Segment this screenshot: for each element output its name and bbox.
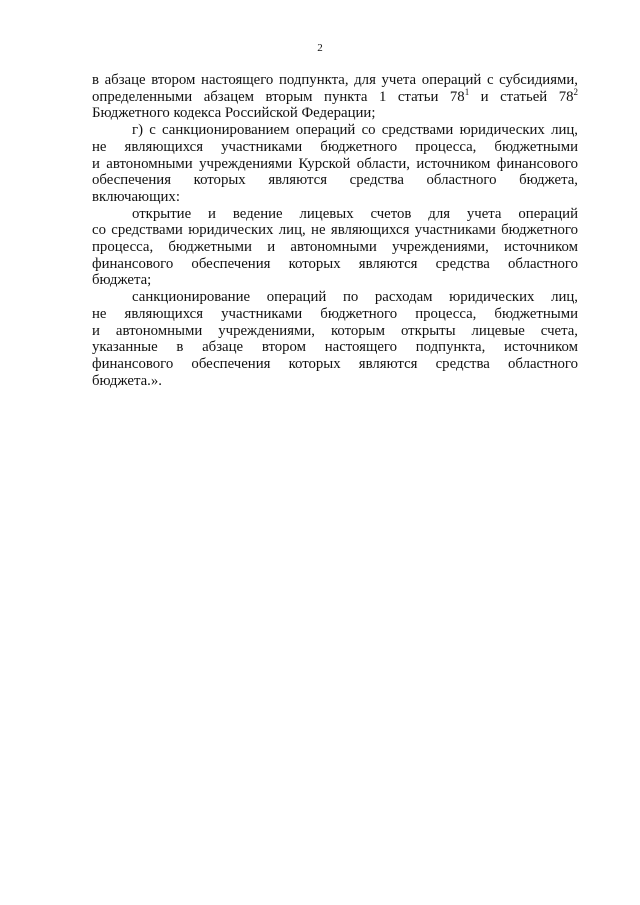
text-line: не являющихся участниками бюджетного процесса, бюджетными [92, 138, 578, 155]
text-line: в абзаце втором настоящего подпункта, для учета операций с субсидиями, [92, 72, 578, 88]
text-line: указанные в абзаце втором настоящего подпункта, источником [92, 339, 578, 356]
superscript: 2 [573, 86, 578, 97]
text-line: процесса, бюджетными и автономными учреждениями, источником [92, 239, 578, 256]
text-line-with-superscripts [92, 86, 578, 106]
text-line: и автономными учреждениями, которым открыты лицевые счета, [92, 322, 578, 339]
text-line: Бюджетного кодекса Российской Федерации; [92, 105, 376, 122]
superscript: 1 [464, 86, 470, 97]
text-line: санкционирование операций по расходам юридических лиц, [132, 289, 578, 306]
text-line: обеспечения которых являются средства областного бюджета, [92, 172, 578, 189]
line-segment: и статьей 78 [469, 88, 574, 105]
text-line: финансового обеспечения которых являются средства областного [92, 355, 578, 372]
document-body [92, 72, 578, 389]
text-line: г) с санкционированием операций со средствами юридических лиц, [132, 122, 578, 139]
text-line: со средствами юридических лиц, не являющихся участниками бюджетного [92, 222, 578, 239]
paragraph-continuation [92, 72, 578, 122]
text-line: не являющихся участниками бюджетного процесса, бюджетными [92, 305, 578, 322]
text-line: бюджета; [92, 272, 152, 289]
text-line: финансового обеспечения которых являются средства областного [92, 255, 578, 272]
paragraph-item-g [92, 122, 578, 206]
paragraph-authorization [92, 289, 578, 389]
text-line: и автономными учреждениями Курской области, источником финансового [92, 155, 578, 172]
text-line: включающих: [92, 188, 180, 205]
text-line: открытие и ведение лицевых счетов для учета операций [132, 205, 578, 222]
text-line: бюджета.». [92, 372, 162, 389]
page-number: 2 [317, 42, 323, 54]
line-segment: определенными абзацем вторым пункта 1 статьи 78 [92, 88, 465, 105]
paragraph-opening-accounts [92, 206, 578, 290]
